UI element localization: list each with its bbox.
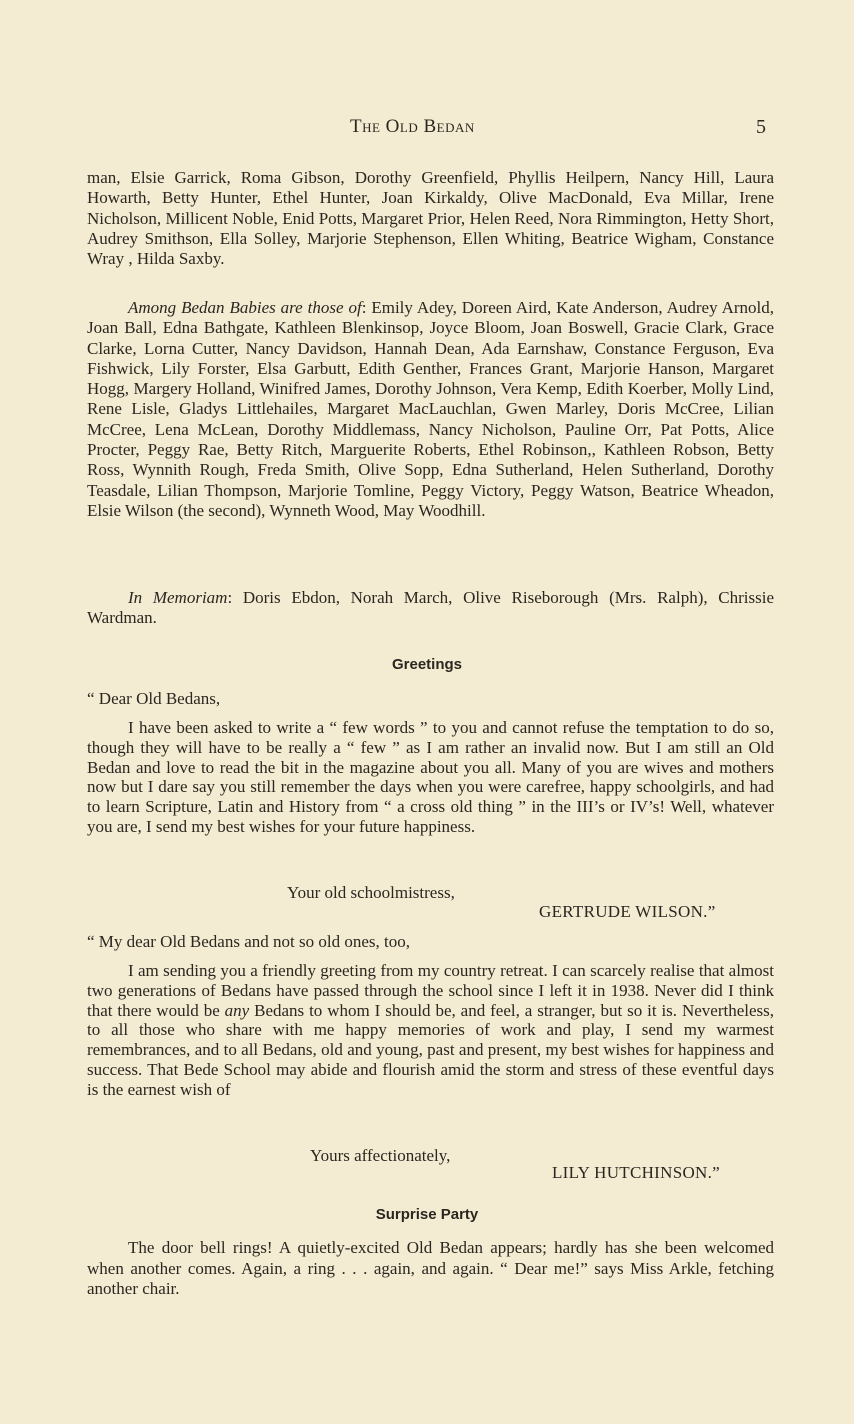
letter2-salutation: “ My dear Old Bedans and not so old ones, too, xyxy=(87,932,410,951)
names-list-continued: man, Elsie Garrick, Roma Gibson, Dorothy Greenfield, Phyllis Heilpern, Nancy Hill, Laura Howarth, Betty Hunter, Ethel Hunter, Joan Kirkaldy, Olive MacDonald, Eva Millar, Irene Nicholson, Millicent Noble, Enid Potts, Margaret Prior, Helen Reed, Nora Rimmington, Hetty Short, Audrey Smithson, Ella Solley, Marjorie Stephenson, Ellen Whiting, Beatrice Wigham, Constance Wray , Hilda Saxby. xyxy=(87,168,774,269)
letter1-closing: Your old schoolmistress, xyxy=(287,883,455,902)
in-memoriam-lead: In Memoriam xyxy=(128,588,228,607)
letter2-body-emphasis: any xyxy=(224,1000,250,1020)
letter1-signature: GERTRUDE WILSON.” xyxy=(539,902,716,921)
running-header xyxy=(0,116,854,140)
letter1-salutation: “ Dear Old Bedans, xyxy=(87,689,221,708)
bedan-babies-lead: Among Bedan Babies are those of xyxy=(128,298,362,317)
surprise-party-heading: Surprise Party xyxy=(375,1206,479,1223)
running-title: The Old Bedan xyxy=(350,116,475,137)
page-number: 5 xyxy=(756,116,766,138)
letter2-signature: LILY HUTCHINSON.” xyxy=(552,1163,721,1182)
greetings-heading: Greetings xyxy=(391,656,463,673)
bedan-babies-paragraph xyxy=(87,298,774,521)
in-memoriam-names: : Doris Ebdon, Norah March, Olive Riseborough (Mrs. Ralph), Chrissie Wardman. xyxy=(87,588,775,628)
surprise-party-body: The door bell rings! A quietly-excited Old Bedan appears; hardly has she been welcomed when another comes. Again, a ring . . . again, and again. “ Dear me!” says Miss Arkle, fetching another chair. xyxy=(87,1238,774,1298)
in-memoriam-paragraph xyxy=(87,588,774,629)
letter1-body: I have been asked to write a “ few words ” to you and cannot refuse the temptation to do so, though they will have to be really a “ few ” as I am rather an invalid now. But I am still an Old Bedan and love to read the bit in the magazine about you all. Many of you are wives and mothers now but I dare say you still remember the days when you were carefree, happy schoolgirls, and had to learn Scripture, Latin and History from “ a cross old thing ” in the III’s or IV’s! Well, whatever you are, I send my best wishes for your future happiness. xyxy=(87,718,774,836)
letter2-closing: Yours affectionately, xyxy=(310,1146,451,1165)
letter2-body-part2: Bedans to whom I should be, and feel, a stranger, but so it is. Nevertheless, to all those who share with me happy memories of work and play, I send my warmest remembrances, and to all Bedans, old and young, past and present, my best wishes for happiness and success. That Bede School may abide and flourish amid the storm and stress of these eventful days is the earnest wish of xyxy=(87,1000,775,1099)
bedan-babies-names: : Emily Adey, Doreen Aird, Kate Anderson, Audrey Arnold, Joan Ball, Edna Bathgate, Kathleen Blenkinsop, Joyce Bloom, Joan Boswell, Gracie Clark, Grace Clarke, Lorna Cutter, Nancy Davidson, Hannah Dean, Ada Earnshaw, Constance Ferguson, Eva Fishwick, Lily Forster, Elsa Garbutt, Edith Genther, Frances Grant, Marjorie Hanson, Margaret Hogg, Margery Holland, Winifred James, Dorothy Johnson, Vera Kemp, Edith Koerber, Molly Lind, Rene Lisle, Gladys Littlehailes, Margaret MacLauchlan, Gwen Marley, Doris McCree, Lilian McCree, Lena McLean, Dorothy Middlemass, Nancy Nicholson, Pauline Orr, Pat Potts, Alice Procter, Peggy Rae, Betty Ritch, Marguerite Roberts, Ethel Robinson,, Kathleen Robson, Betty Ross, Wynnith Rough, Freda Smith, Olive Sopp, Edna Sutherland, Helen Sutherland, Dorothy Teasdale, Lilian Thompson, Marjorie Tomline, Peggy Victory, Peggy Watson, Beatrice Wheadon, Elsie Wilson (the second), Wynneth Wood, May Woodhill. xyxy=(87,298,774,520)
letter2-body xyxy=(87,961,774,1100)
letter2-body-part1: I am sending you a friendly greeting from my country retreat. I can scarcely realise that almost two generations of Bedans have passed through the school since I left it in 1938. Never did I think that there would be xyxy=(87,961,774,1020)
